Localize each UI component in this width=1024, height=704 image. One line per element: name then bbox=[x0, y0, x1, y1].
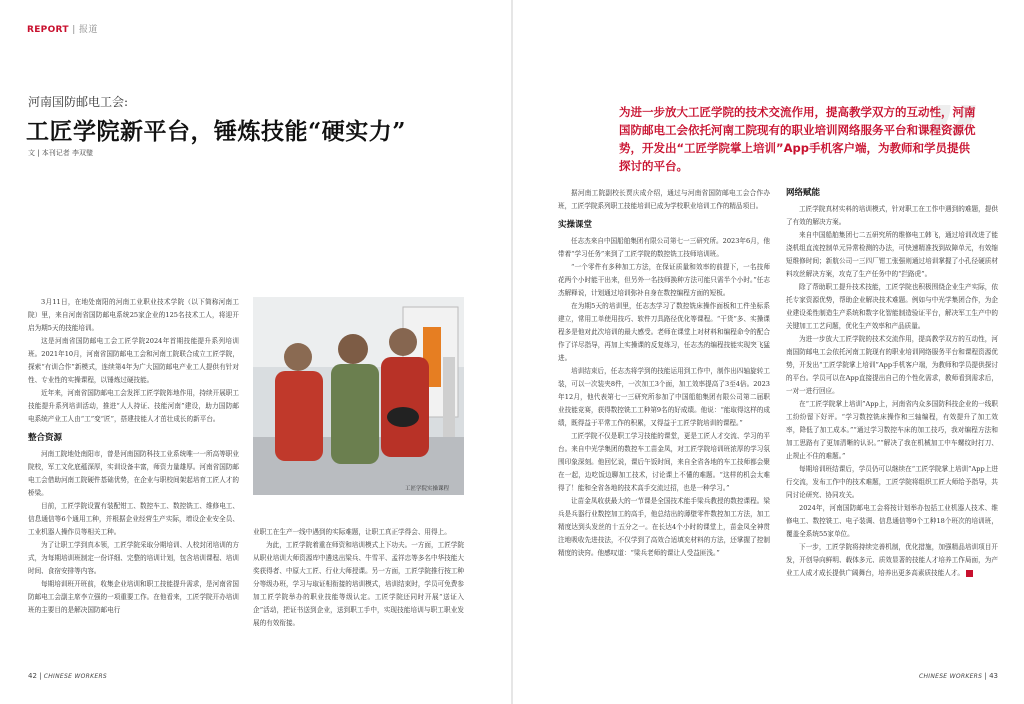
quote-mark-decoration: ” bbox=[921, 82, 985, 211]
magazine-name: CHINESE WORKERS bbox=[918, 673, 983, 680]
paragraph: 为了让职工学到真本领，工匠学院采取分期培训、人校封闭培训的方式，为每期培训班制定一份详细、完整的培训计划，包含培训课程、培训时间、食宿安排等内容。 bbox=[28, 541, 239, 575]
photo-caption: 工匠学院实操课程 bbox=[405, 486, 450, 492]
paragraph: 工匠学院真材实料的培训模式，针对职工在工作中遇到的难题，提供了有效的解决方案。 bbox=[786, 205, 998, 226]
article-lead: 为进一步放大工匠学院的技术交流作用，提高教学双方的互动性，河南国防邮电工会依托河南工院现有的职业培训网络服务平台和课程资源优势，开发出“工匠学院掌上培训”App手机客户端，为教师和学员提供探讨的平台。 bbox=[619, 105, 976, 173]
paragraph: 任志杰来自中国船舶集团有限公司第七一三研究所。2023年6月，他带着“学习任务”来到了工匠学院的数控铣工技师培训班。 bbox=[558, 237, 771, 258]
paragraph: 在为期5天的培训里，任志杰学习了数控铣床操作面板和工件坐标系建立，常用工单使用技巧、软件刀具路径优化等课程。“干货”多、实操课程多是他对此次培训的最大感受。老师在课堂上对材料和编程命令的配合作了详尽指导，再加上实操课的反复练习，任志杰的编程技能实现突飞猛进。 bbox=[558, 302, 770, 362]
column-1 bbox=[28, 296, 239, 617]
paragraph: 2024年，河南国防邮电工会将按计划举办包括工业机器人技术、维修电工、数控铣工、电子装调、信息通信等9个工种18个班次的培训班，覆盖全系统55家单位。 bbox=[786, 504, 998, 538]
workshop-photo bbox=[253, 297, 464, 495]
page-spine bbox=[511, 0, 513, 704]
left-page-footer bbox=[28, 672, 107, 680]
paragraph: 3月11日，在地处南阳的河南工业职业技术学院（以下简称河南工院）里，来自河南省国防邮电系统25家企业的125名技术工人，将迎开启为期5天的技能培训。 bbox=[28, 298, 239, 332]
photo-illustration bbox=[253, 297, 464, 495]
column-3 bbox=[558, 187, 770, 560]
paragraph: 目前，工匠学院设置有装配钳工、数控车工、数控铣工、维修电工、信息通信等6个通用工种，并根据企业经营生产实际，增设企业安全员、工业机器人操作员等相关工种。 bbox=[28, 502, 239, 536]
magazine-name: CHINESE WORKERS bbox=[43, 673, 108, 680]
paragraph: 据河南工院副校长贾庆成介绍，通过与河南省国防邮电工会合作办班，工匠学院系列职工技能培训已成为学校职业培训工作的精品项目。 bbox=[558, 189, 770, 210]
footer-separator: | bbox=[39, 672, 42, 680]
right-page-footer bbox=[919, 672, 998, 680]
section-heading: 网络赋能 bbox=[786, 188, 821, 198]
paragraph: “一个零件有多种加工方法，在保证质量和效率的前提下，一名技师花两个小时能干出来，但另外一名技师换种方法可能只需半个小时。”任志杰解释说，计划通过培训弥补自身在数控编程方面的短板。 bbox=[558, 263, 770, 297]
page-number: 43 bbox=[989, 672, 998, 680]
section-heading: 整合资源 bbox=[28, 433, 63, 443]
article-end-mark bbox=[966, 570, 973, 577]
paragraph: 每期培训班开班前，收集企业培训和职工技能提升需求，是河南省国防邮电工会副主席李立强的一项重要工作。在他看来，工匠学院开办培训班的主要目的是解决国防邮电行 bbox=[28, 580, 239, 614]
paragraph bbox=[786, 541, 998, 580]
paragraph: 来自中国船舶集团七二五研究所的维修电工韩飞，通过培训改进了能浇机组直流控制单元异常检测的办法，可快速精准找到故障单元，有效缩短维修时间；新航公司一三四厂钳工张强则通过培训掌握了小孔径硬质材料攻丝解决方案，攻克了生产任务中的“拦路虎”。 bbox=[786, 231, 998, 278]
paragraph: 这是河南省国防邮电工会工匠学院2024年首期技能提升系列培训班。2021年10月，河南省国防邮电工会和河南工院联合成立工匠学院，探索“有训合作”新模式，连续第4年为广大国防邮电产业工人提供有针对性、专业性的实操课程，以锤炼过硬技能。 bbox=[28, 337, 239, 384]
article-byline: 文 | 本刊记者 李双璧 bbox=[28, 149, 94, 157]
page-number: 42 bbox=[28, 672, 37, 680]
paragraph: 业职工在生产一线中遇到的实际难题，让职工真正学得会、用得上。 bbox=[253, 528, 451, 536]
section-heading: 实操课堂 bbox=[558, 220, 593, 230]
report-label: REPORT bbox=[27, 25, 69, 35]
header-separator: | bbox=[72, 25, 76, 35]
paragraph: 河南工院地处南阳市，曾是河南国防科技工业系统唯一一所高等职业院校，军工文化底蕴深厚，实训设备丰富，师资力量雄厚。河南省国防邮电工会借助河南工院硬件基础优势，在企业与职校间架起培育工匠人才的桥梁。 bbox=[28, 450, 239, 497]
paragraph: 每期培训班结课后，学员仍可以继续在“工匠学院掌上培训”App上进行交流，发布工作中的技术难题，工匠学院将组织工匠大师给予指导，共同讨论研究、协同攻关。 bbox=[786, 465, 998, 499]
paragraph: 为此，工匠学院着重在师资和培训模式上下功夫。一方面，工匠学院从职业培训大师资源库中遴选出梁兵、牛雪平、孟祥忠等多名中华技能大奖获得者、中原大工匠、行业大师授课。另一方面，工匠学院推行按工种分等级办班，学习与取证相衔接的培训模式，培训结束时，学员可免费参加工匠学院举办的职业技能等级认定。工匠学院还同时开展“送证入企”活动，把证书送到企业，送到职工手中，实现技能培训与职工职业发展的有效衔接。 bbox=[253, 541, 464, 627]
section-header bbox=[27, 22, 98, 35]
paragraph: 近年来，河南省国防邮电工会发挥工匠学院阵地作用，持续开展职工技能提升系列培训活动，推进“人人持证、技能河南”建设，助力国防邮电系统产业工人由“工”变“匠”，搭建技能人才茁壮成长的新平台。 bbox=[28, 389, 239, 423]
article-kicker: 河南国防邮电工会: bbox=[28, 95, 129, 109]
column-2 bbox=[253, 526, 464, 630]
paragraph: 工匠学院不仅是职工学习技能的课堂，更是工匠人才交流、学习的平台。来自中光学集团的数控车工苗金凤，对工匠学院培训班浓厚的学习氛围印象深刻。他回忆说，课后午饭时间，来自全省各地的车工技师都会聚在一起，边吃饭边聊加工技术，讨论课上不懂的难题。“这样的机会太难得了！能和全省各地的技术高手交流过招，也是一种学习。” bbox=[558, 432, 770, 492]
paragraph: 培训结束后，任志杰将学到的技能运用到工作中，制作出四轴旋转工装，可以一次装夹8件，一次加工3个面，加工效率提高了3至4倍。2023年12月，他代表第七一三研究所参加了中国船舶集团有限公司第二届职业技能竞赛，获得数控铣工工种第9名的好成绩。他说：“能取得这样的成绩，既得益于平常工作的积累，又得益于工匠学院培训的课程。” bbox=[558, 367, 770, 427]
article-title: 工匠学院新平台，锤炼技能“硬实力” bbox=[26, 118, 406, 145]
paragraph: 在“工匠学院掌上培训”App上，河南省内众多国防科技企业的一线职工纷纷留下好评。“学习数控铣床操作和三轴编程，有效提升了加工效率，降低了加工成本。”“通过学习数控车床的加工技巧，我对编程方法和加工思路有了更加清晰的认识。”“解决了我在机械加工中车螺纹时打刀、止规止不住的难题。” bbox=[786, 400, 998, 460]
paragraph: 让苗金凤收获最大的一节课是全国技术能手梁兵教授的数控课程。梁兵是兵器行业数控加工的高手，他总结出的薄壁零件数控加工方法，加工精度达到头发丝的十五分之一。在长达4个小时的课堂上，苗金凤全神贯注地吸收先进技法，不仅学到了高效合适填充材料的方法，还掌握了控制精度的诀窍。他感叹道：“梁兵老师的课让人受益匪浅。” bbox=[558, 497, 770, 557]
column-4 bbox=[786, 187, 998, 580]
footer-separator: | bbox=[984, 672, 987, 680]
paragraph: 为进一步放大工匠学院的技术交流作用，提高教学双方的互动性，河南国防邮电工会依托河南工院现有的职业培训网络服务平台和课程资源优势，开发出“工匠学院掌上培训”App手机客户端，为教师和学员提供探讨的平台。学员可以在App直接提出自己的个性化需求，教师看到需求后，一对一进行回应。 bbox=[786, 335, 998, 395]
paragraph: 除了帮助职工提升技术技能，工匠学院也积极围绕企业生产实际，依托专家资源优势，帮助企业解决技术难题。例如与中光学集团合作，为企业建设柔性制造生产系统和数字化智能制造验证平台，解决军工生产中的关键加工工艺问题，优化生产效率和产品质量。 bbox=[786, 283, 998, 330]
paragraph-text: 下一步，工匠学院将持续完善机制，优化措施，加强精品培训项目开发，开创导向鲜明、载体多元、质效显著的技能人才培养工作局面，为产业工人成才成长提供广阔舞台，培养出更多高素质技能人才。 bbox=[786, 543, 998, 577]
section-label: 报道 bbox=[79, 25, 98, 35]
